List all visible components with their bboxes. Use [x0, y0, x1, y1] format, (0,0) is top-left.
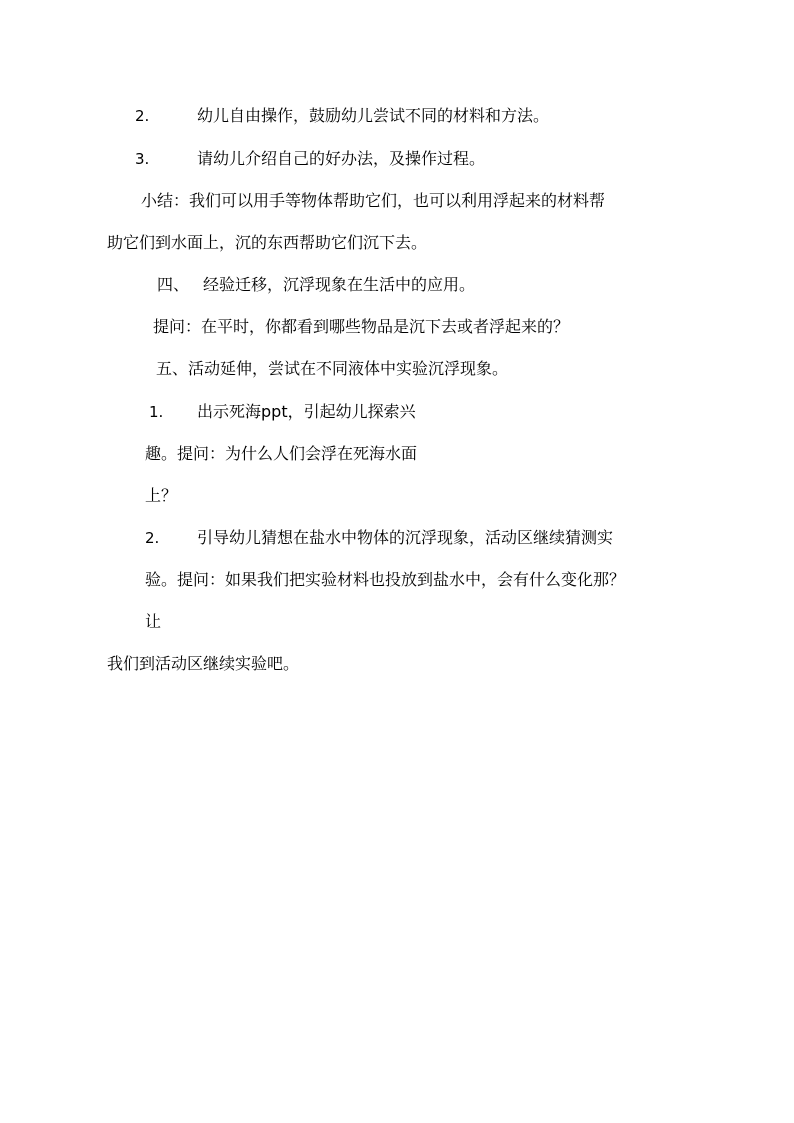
sub-item-text: 出示死海ppt，引起幼儿探索兴 — [197, 402, 416, 421]
sub-item-text: 引导幼儿猜想在盐水中物体的沉浮现象，活动区继续猜测实 — [197, 528, 614, 547]
sub-item-text: 验。提问：如果我们把实验材料也投放到盐水中，会有什么变化那？ — [145, 570, 626, 589]
sub-item-text: 让 — [145, 612, 162, 631]
item-number: 3. — [135, 150, 150, 168]
item-text: 请幼儿介绍自己的好办法，及操作过程。 — [197, 149, 486, 168]
summary-line: 小结：我们可以用手等物体帮助它们，也可以利用浮起来的材料帮 — [141, 191, 606, 210]
question-text: 提问：在平时，你都看到哪些物品是沉下去或者浮起来的？ — [153, 317, 570, 336]
item-text: 幼儿自由操作，鼓励幼儿尝试不同的材料和方法。 — [197, 106, 550, 125]
section-heading: 五、活动延伸，尝试在不同液体中实验沉浮现象。 — [156, 359, 509, 378]
sub-item-number: 2. — [145, 529, 160, 547]
item-number: 2. — [135, 107, 150, 125]
sub-item-text: 上？ — [145, 486, 178, 505]
closing-text: 我们到活动区继续实验吧。 — [107, 654, 300, 673]
section-heading: 经验迁移，沉浮现象在生活中的应用。 — [203, 275, 476, 294]
sub-item-text: 趣。提问：为什么人们会浮在死海水面 — [145, 444, 418, 463]
sub-item-number: 1. — [149, 403, 164, 421]
summary-line: 助它们到水面上，沉的东西帮助它们沉下去。 — [107, 233, 428, 252]
section-number: 四、 — [157, 275, 190, 294]
